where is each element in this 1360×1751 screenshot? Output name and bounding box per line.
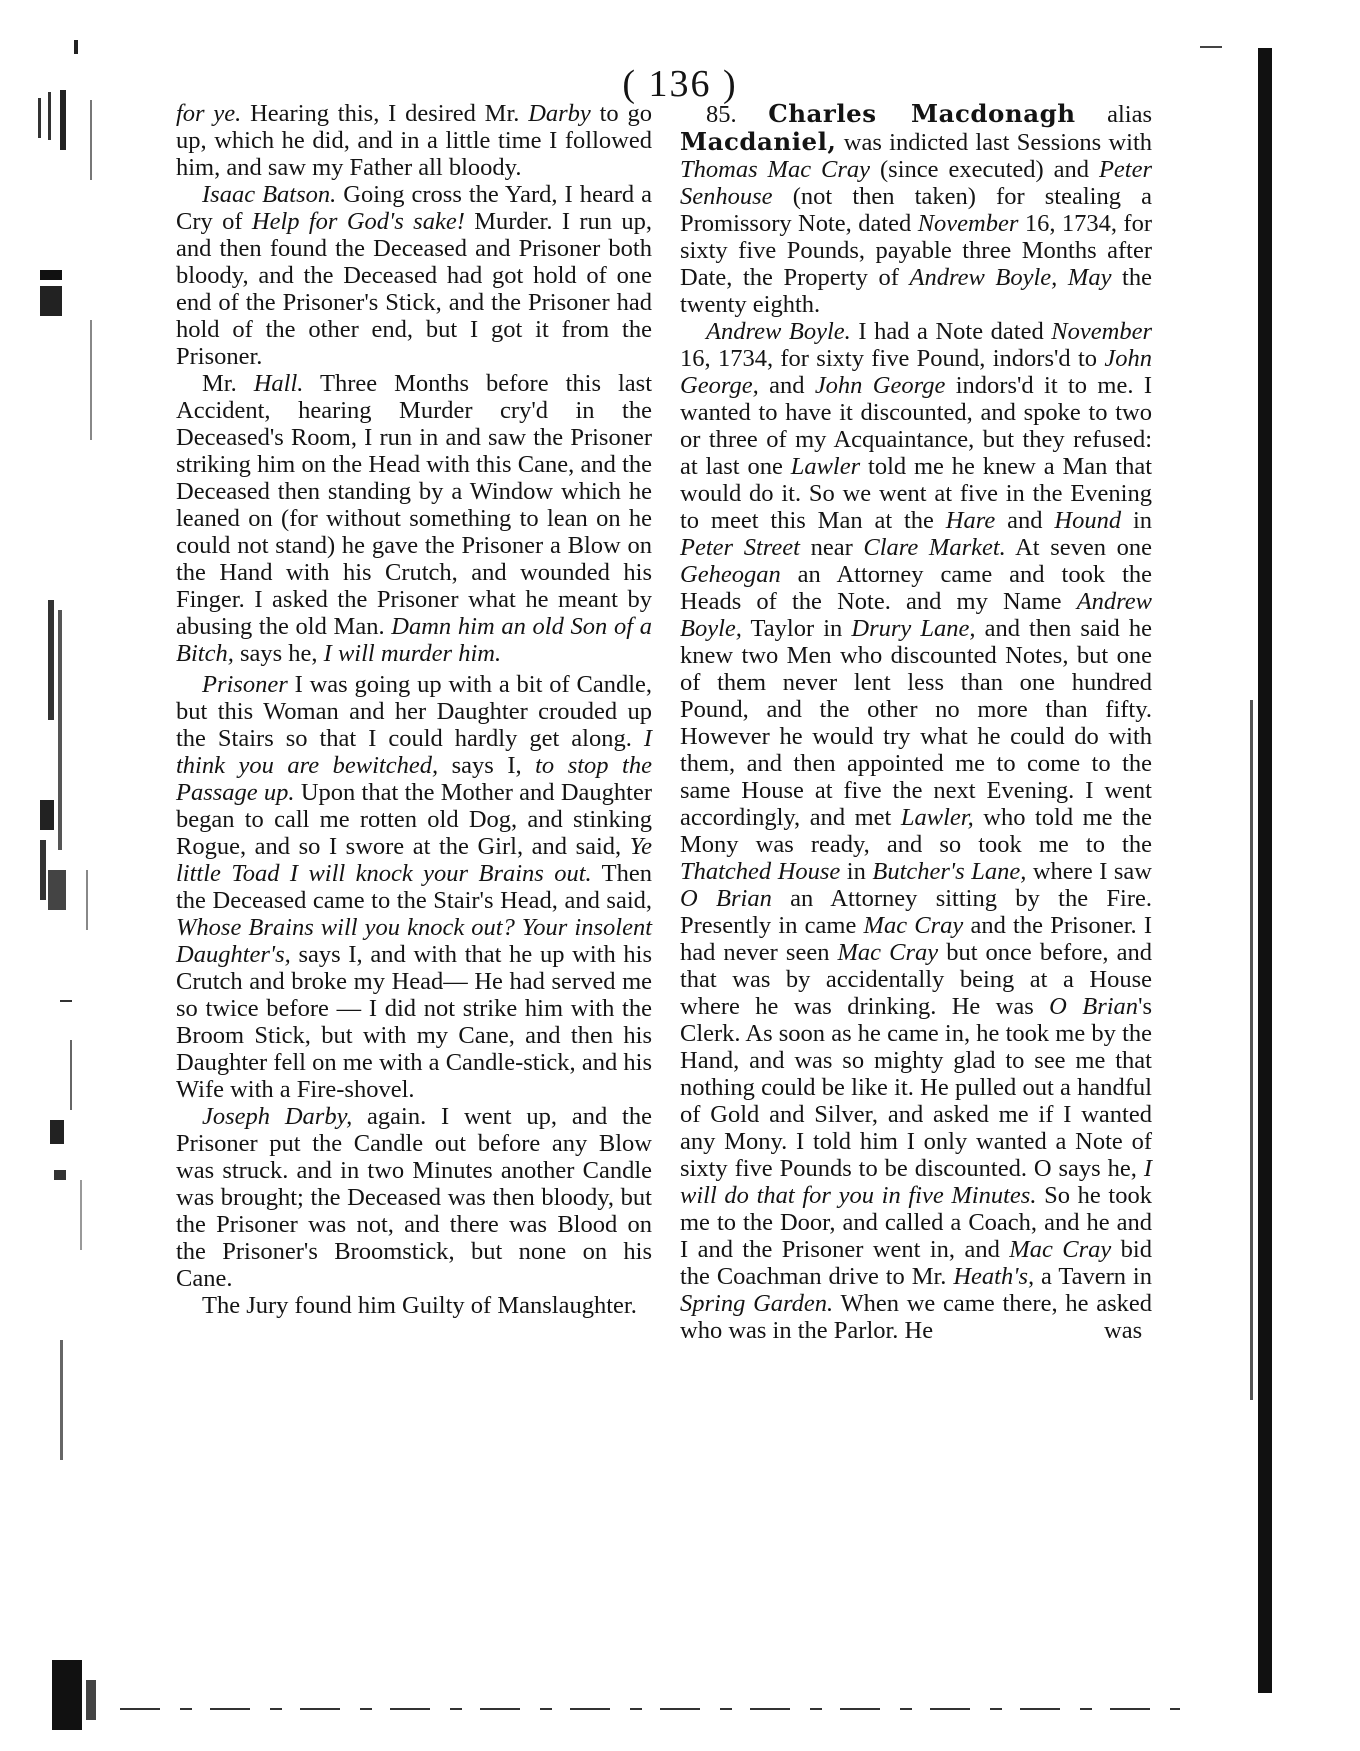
- italic-run: Whose Brains will you knock out? Your insolent Daughter's,: [176, 914, 652, 968]
- text-run: near: [799, 534, 864, 561]
- italic-run: Hare: [945, 507, 996, 534]
- paragraph: [176, 1103, 652, 1292]
- text-run: but once before, and that was by accidentally being at a House where he was drinking. He was: [680, 939, 1152, 1020]
- text-run: told me he knew a Man that would do it. So we went at five in the Evening to meet this Man at the: [680, 453, 1153, 534]
- text-run: and the Prisoner. I had never seen: [680, 912, 1152, 966]
- italic-run: Butcher's Lane,: [872, 858, 1027, 885]
- italic-run: Isaac Batson.: [202, 181, 337, 208]
- paragraph: [176, 671, 652, 1103]
- text-run: Taylor in: [741, 615, 852, 642]
- italic-run: Hall.: [253, 370, 304, 397]
- scan-mark: [1200, 46, 1222, 48]
- text-run: Upon that the Mother and Daughter began to call me rotten old Dog, and stinking Rogue, and so I swore at the Girl, and said,: [176, 779, 652, 860]
- text-run: I was going up with a bit of Candle, but this Woman and her Daughter crouded up the Stairs so that I could hardly get along.: [176, 671, 652, 752]
- text-run: says I, and with that he up with his Crutch and broke my Head— He had served me so twice before — I did not strike him with the Broom Stick, but with my Cane, and then his Daughter fell on me with a Candle-stick, and his Wife with a Fire-shovel.: [176, 941, 652, 1103]
- italic-run: Hound: [1054, 507, 1122, 534]
- italic-run: for ye.: [176, 100, 242, 127]
- italic-run: November: [917, 210, 1019, 237]
- italic-run: Andrew Boyle.: [706, 318, 851, 345]
- text-run: indors'd it to me. I wanted to have it discounted, and spoke to two or three of my Acquaintance, but they refused: at last one: [680, 372, 1152, 480]
- text-run: Mr.: [202, 370, 254, 397]
- text-run: an Attorney came and took the Heads of the Note. and my Name: [680, 561, 1152, 615]
- italic-run: Damn him an old Son of a Bitch,: [176, 613, 652, 667]
- text-run: to go up, which he did, and in a little time I followed him, and saw my Father all bloody.: [176, 100, 652, 181]
- text-run: 85.: [706, 101, 769, 128]
- text-run: I had a Note dated: [850, 318, 1052, 345]
- italic-run: Lawler,: [900, 804, 974, 831]
- italic-run: Prisoner: [202, 671, 288, 698]
- italic-run: Peter Street: [680, 534, 800, 561]
- paragraph: [176, 100, 652, 181]
- italic-run: I will murder him.: [323, 640, 502, 667]
- text-run: At seven one: [1005, 534, 1152, 561]
- text-run: was indicted last Sessions with: [836, 129, 1152, 156]
- paragraph: [680, 318, 1152, 1344]
- text-run: When we came there, he asked who was in the Parlor. He: [680, 1290, 1152, 1344]
- text-run: where I saw: [1026, 858, 1152, 885]
- italic-run: O Brian: [1049, 993, 1139, 1020]
- catchword: was: [1104, 1317, 1143, 1344]
- page-number: ( 136 ): [622, 63, 738, 105]
- paragraph: [176, 1292, 652, 1319]
- italic-run: Mac Cray: [837, 939, 939, 966]
- text-run: the twenty eighth.: [680, 264, 1152, 318]
- italic-run: Joseph Darby,: [202, 1103, 353, 1130]
- scan-bottom-rule: [120, 1708, 1180, 1710]
- italic-run: Darby: [528, 100, 591, 127]
- italic-run: I will do that for you in five Minutes.: [680, 1155, 1152, 1209]
- paragraph: [176, 181, 652, 370]
- text-run: and: [995, 507, 1055, 534]
- text-run: Then the Deceased came to the Stair's Head, and said,: [176, 860, 653, 914]
- text-run: again. I went up, and the Prisoner put the Candle out before any Blow was struck. and in two Minutes another Candle was brought; the Deceased was then bloody, but the Prisoner was not, and there was Blood on the Prisoner's Broomstick, but none on his Cane.: [176, 1103, 652, 1292]
- text-run: bid the Coachman drive to Mr.: [680, 1236, 1152, 1290]
- text-run: 16, 1734, for sixty five Pound, indors'd to: [680, 345, 1105, 372]
- italic-run: Mac Cray: [863, 912, 964, 939]
- paragraph: [680, 100, 1152, 318]
- paragraph: [176, 370, 652, 667]
- text-run: 's Clerk. As soon as he came in, he took me by the Hand, and was so mighty glad to see me that nothing could be like it. He pulled out a handful of Gold and Silver, and asked me if I wanted any Mony. I told him I only wanted a Note of sixty five Pounds to be discounted. O says he,: [680, 993, 1153, 1182]
- text-run: an Attorney sitting by the Fire. Presently in came: [680, 885, 1152, 939]
- blackletter-run: Charles Macdonagh: [768, 99, 1076, 128]
- scan-binding-noise: [30, 40, 140, 1730]
- italic-run: Spring Garden.: [680, 1290, 834, 1317]
- italic-run: Lawler: [790, 453, 861, 480]
- text-run: says he,: [233, 640, 324, 667]
- italic-run: Ye little Toad I will knock your Brains out.: [176, 833, 652, 887]
- italic-run: I think you are bewitched,: [176, 725, 652, 779]
- italic-run: Heath's,: [953, 1263, 1035, 1290]
- scan-edge-line: [1250, 700, 1253, 1400]
- italic-run: November: [1051, 318, 1152, 345]
- text-run: says I,: [438, 752, 536, 779]
- text-run: Murder. I run up, and then found the Deceased and Prisoner both bloody, and the Deceased had got hold of one end of the Prisoner's Stick, and the Prisoner had hold of the other end, but I got it from the Prisoner.: [176, 208, 652, 370]
- text-run: (not then taken) for stealing a Promissory Note, dated: [680, 183, 1152, 237]
- left-column: [176, 100, 652, 1319]
- italic-run: Peter Senhouse: [680, 156, 1152, 210]
- italic-run: Geheogan: [680, 561, 781, 588]
- text-run: (since executed) and: [870, 156, 1099, 183]
- text-run: 16, 1734, for sixty five Pounds, payable three Months after Date, the Property of: [680, 210, 1152, 291]
- italic-run: Help for God's sake!: [251, 208, 465, 235]
- italic-run: John George: [814, 372, 946, 399]
- italic-run: Andrew Boyle, May: [909, 264, 1112, 291]
- text-run: in: [1121, 507, 1153, 534]
- right-column: [680, 100, 1152, 1344]
- italic-run: John George,: [680, 345, 1152, 399]
- text-run: in: [840, 858, 873, 885]
- text-run: The Jury found him Guilty of Manslaughter.: [202, 1292, 637, 1319]
- italic-run: to stop the Passage up.: [176, 752, 652, 806]
- italic-run: Mac Cray: [1009, 1236, 1112, 1263]
- italic-run: Drury Lane,: [851, 615, 976, 642]
- scan-edge-shadow: [1258, 48, 1272, 1693]
- italic-run: O Brian: [680, 885, 772, 912]
- text-run: Hearing this, I desired Mr.: [241, 100, 529, 127]
- text-run: So he took me to the Door, and called a Coach, and he and I and the Prisoner went in, and: [680, 1182, 1152, 1263]
- text-run: Going cross the Yard, I heard a Cry of: [176, 181, 653, 235]
- italic-run: Andrew Boyle,: [680, 588, 1152, 642]
- blackletter-run: Macdaniel,: [680, 127, 837, 156]
- text-run: a Tavern in: [1034, 1263, 1152, 1290]
- italic-run: Clare Market.: [863, 534, 1006, 561]
- text-run: and: [758, 372, 815, 399]
- italic-run: Thatched House: [680, 858, 841, 885]
- text-run: who told me the Mony was ready, and so took me to the: [680, 804, 1152, 858]
- italic-run: Thomas Mac Cray: [680, 156, 871, 183]
- text-run: Three Months before this last Accident, hearing Murder cry'd in the Deceased's Room, I run in and saw the Prisoner striking him on the Head with this Cane, and the Deceased then standing by a Window which he leaned on (for without something to lean on he could not stand) he gave the Prisoner a Blow on the Hand with his Crutch, and wounded his Finger. I asked the Prisoner what he meant by abusing the old Man.: [176, 370, 653, 640]
- text-run: alias: [1075, 101, 1153, 128]
- text-run: and then said he knew two Men who discounted Notes, but one of them never lent less than one hundred Pound, and the other no more than fifty. However he would try what he could do with them, and then appointed me to come to the same House at five the next Evening. I went accordingly, and met: [680, 615, 1152, 831]
